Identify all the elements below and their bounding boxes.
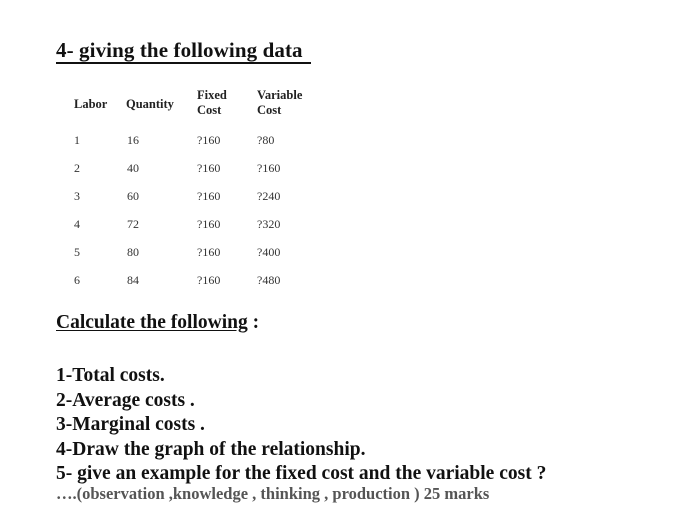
question-heading: 4- giving the following data	[56, 39, 311, 64]
header-fixed-2: Cost	[197, 103, 222, 117]
cell-variable-cost: ?160	[257, 161, 281, 175]
header-variable-2: Cost	[257, 103, 282, 117]
cell-quantity: 84	[127, 273, 139, 287]
cell-variable-cost: ?400	[257, 245, 281, 259]
cell-quantity: 72	[127, 217, 139, 231]
header-labor: Labor	[74, 97, 108, 111]
cell-fixed-cost: ?160	[197, 161, 221, 175]
cell-fixed-cost: ?160	[197, 133, 221, 147]
cell-quantity: 40	[127, 161, 139, 175]
list-item: 5- give an example for the fixed cost and the variable cost ?	[56, 463, 547, 484]
list-item: 4-Draw the graph of the relationship.	[56, 438, 366, 460]
calculate-title: Calculate the following	[56, 312, 248, 333]
cell-labor: 3	[74, 189, 80, 203]
header-quantity: Quantity	[126, 97, 174, 111]
cell-quantity: 80	[127, 245, 139, 259]
cell-labor: 1	[74, 133, 80, 147]
cell-fixed-cost: ?160	[197, 217, 221, 231]
cell-labor: 5	[74, 245, 80, 259]
task-list	[56, 364, 546, 487]
calculate-heading	[56, 312, 259, 334]
cell-variable-cost: ?240	[257, 189, 281, 203]
cell-labor: 4	[74, 217, 80, 231]
cell-fixed-cost: ?160	[197, 245, 221, 259]
calculate-colon: :	[247, 312, 260, 333]
cell-fixed-cost: ?160	[197, 189, 221, 203]
cell-fixed-cost: ?160	[197, 273, 221, 287]
list-item: 1-Total costs.	[56, 365, 165, 386]
cell-labor: 2	[74, 161, 80, 175]
cell-quantity: 60	[127, 189, 139, 203]
marks-note: ….(observation ,knowledge , thinking , production ) 25 marks	[56, 484, 490, 503]
cell-variable-cost: ?80	[257, 133, 275, 147]
data-table	[70, 86, 330, 296]
cell-labor: 6	[74, 273, 80, 287]
cell-quantity: 16	[127, 133, 139, 147]
list-item: 2-Average costs .	[56, 389, 195, 411]
list-item: 3-Marginal costs .	[56, 414, 205, 435]
cell-variable-cost: ?480	[257, 273, 281, 287]
header-variable-1: Variable	[257, 88, 303, 102]
header-fixed-1: Fixed	[197, 88, 227, 102]
cell-variable-cost: ?320	[257, 217, 281, 231]
